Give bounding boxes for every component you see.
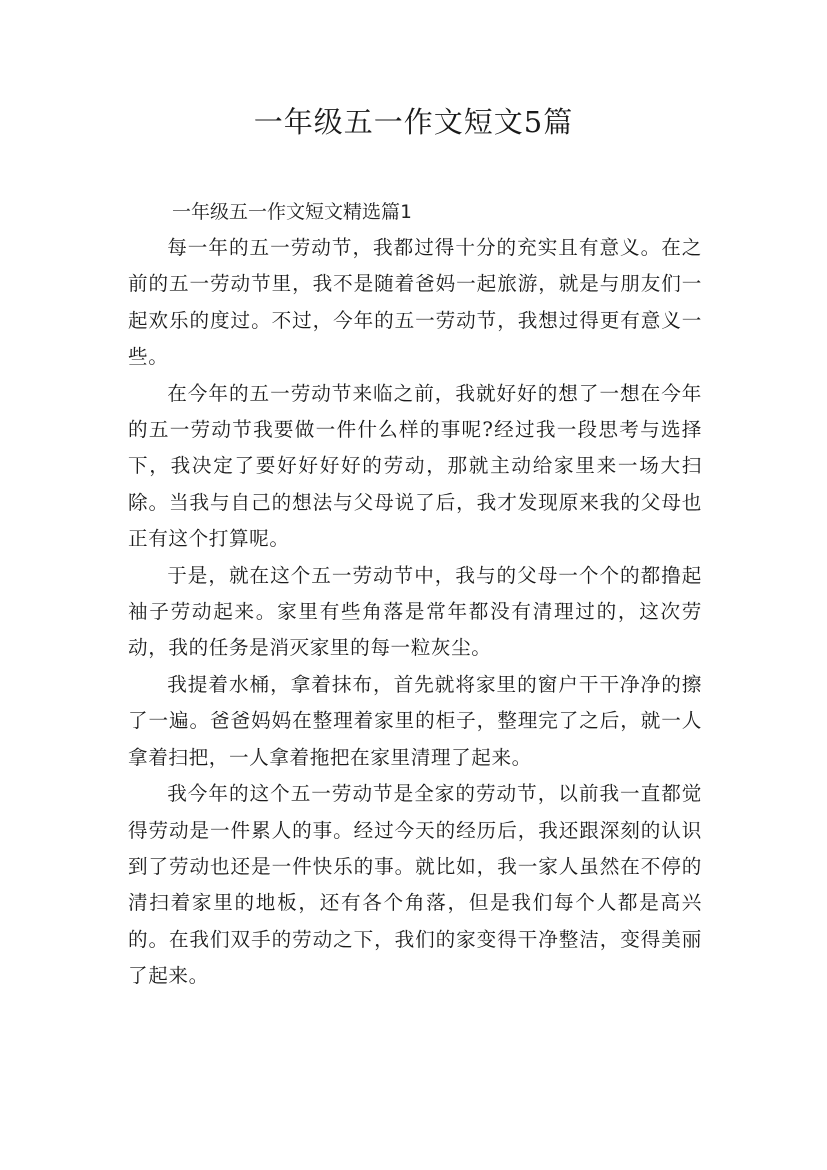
- section-heading: 一年级五一作文短文精选篇1: [172, 201, 412, 223]
- document-body: [128, 194, 702, 995]
- paragraph-1: 每一年的五一劳动节，我都过得十分的充实且有意义。在之前的五一劳动节里，我不是随着爸妈一起旅游，就是与朋友们一起欢乐的度过。不过，今年的五一劳动节，我想过得更有意义一些。: [128, 236, 702, 369]
- paragraph-4: 我提着水桶，拿着抹布，首先就将家里的窗户干干净净的擦了一遍。爸爸妈妈在整理着家里的柜子，整理完了之后，就一人拿着扫把，一人拿着拖把在家里清理了起来。: [128, 672, 702, 769]
- paragraph-5: 我今年的这个五一劳动节是全家的劳动节，以前我一直都觉得劳动是一件累人的事。经过今天的经历后，我还跟深刻的认识到了劳动也还是一件快乐的事。就比如，我一家人虽然在不停的清扫着家里的地板，还有各个角落，但是我们每个人都是高兴的。在我们双手的劳动之下，我们的家变得干净整洁，变得美丽了起来。: [128, 782, 702, 988]
- paragraph-2: 在今年的五一劳动节来临之前，我就好好的想了一想在今年的五一劳动节我要做一件什么样的事呢?经过我一段思考与选择下，我决定了要好好好好的劳动，那就主动给家里来一场大扫除。当我与自己的想法与父母说了后，我才发现原来我的父母也正有这个打算呢。: [128, 381, 702, 551]
- document-title: 一年级五一作文短文5篇: [253, 105, 574, 139]
- paragraph-3: 于是，就在这个五一劳动节中，我与的父母一个个的都撸起袖子劳动起来。家里有些角落是常年都没有清理过的，这次劳动，我的任务是消灭家里的每一粒灰尘。: [128, 563, 702, 660]
